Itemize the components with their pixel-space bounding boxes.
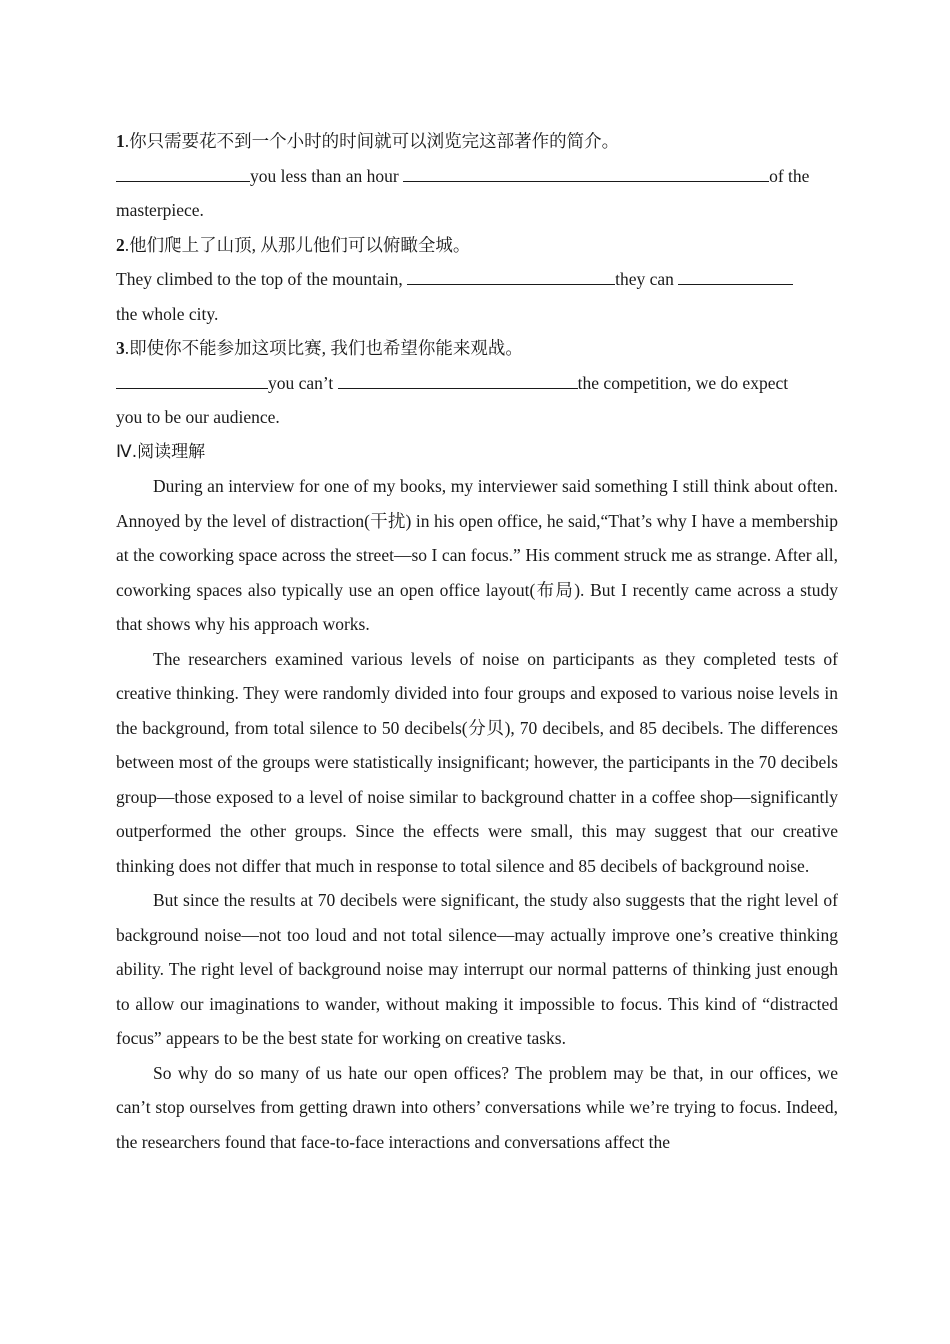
exercise-3-prompt <box>116 331 838 366</box>
exercise-chinese-sentence: .即使你不能参加这项比赛, 我们也希望你能来观战。 <box>124 338 523 358</box>
answer-blank[interactable] <box>403 161 769 182</box>
reading-paragraph: During an interview for one of my books, my interviewer said something I still think about often. Annoyed by the level of distraction(干扰) in his open office, he said,“That’s why I have a membership at the coworking space across the street—so I can focus.” His comment struck me as strange. After all, coworking spaces also typically use an open office layout(布局). But I recently came across a study that shows why his approach works. <box>116 476 838 634</box>
answer-blank[interactable] <box>338 368 578 389</box>
exercise-3-answer-line-2: you to be our audience. <box>116 407 280 427</box>
exercise-english-text: you less than an hour <box>250 165 404 186</box>
exercise-2-prompt <box>116 228 838 263</box>
exercise-2-answer-line-2: the whole city. <box>116 303 219 324</box>
exercise-english-text: you can’t <box>268 372 338 393</box>
exercise-english-text: the competition, we do expect <box>577 372 789 393</box>
exercise-number: 1 <box>116 131 125 151</box>
exercise-chinese-sentence: .你只需要花不到一个小时的时间就可以浏览完这部著作的简介。 <box>124 131 620 151</box>
exercise-chinese-sentence: .他们爬上了山顶, 从那儿他们可以俯瞰全城。 <box>124 234 471 255</box>
exercise-1-prompt <box>116 124 838 159</box>
answer-blank[interactable] <box>678 264 793 285</box>
exercise-1-answer-line-2: masterpiece. <box>116 200 204 220</box>
document-content <box>116 124 838 1159</box>
answer-blank[interactable] <box>407 264 615 285</box>
exercise-2-answer-line <box>116 262 838 297</box>
answer-blank[interactable] <box>116 368 268 389</box>
exercise-english-text: of the <box>769 165 810 186</box>
reading-paragraph: But since the results at 70 decibels were significant, the study also suggests that the right level of background noise—not too loud and not total silence—may actually improve one’s creative thinking ability. The right level of background noise may interrupt our normal patterns of thinking just enough to allow our imaginations to wander, without making it impossible to focus. This kind of “distracted focus” appears to be the best state for working on creative tasks. <box>116 890 838 1048</box>
exercise-english-text: they can <box>615 269 679 289</box>
exercise-number: 3 <box>116 338 125 358</box>
exercise-number: 2 <box>116 234 125 255</box>
answer-blank[interactable] <box>116 161 250 182</box>
exercise-english-text: They climbed to the top of the mountain, <box>116 269 408 289</box>
reading-paragraph: The researchers examined various levels of noise on participants as they completed tests of creative thinking. They were randomly divided into four groups and exposed to various noise levels in the background, from total silence to 50 decibels(分贝), 70 decibels, and 85 decibels. The differences between most of the groups were statistically insignificant; however, the participants in the 70 decibels group—those exposed to a level of noise similar to background chatter in a coffee shop—significantly outperformed the other groups. Since the effects were small, this may suggest that our creative thinking does not differ that much in response to total silence and 85 decibels of background noise. <box>116 648 838 876</box>
exercise-3-answer-line <box>116 366 838 401</box>
section-title: Ⅳ.阅读理解 <box>116 441 206 462</box>
reading-paragraph: So why do so many of us hate our open offices? The problem may be that, in our offices, we can’t stop ourselves from getting drawn into others’ conversations while we’re trying to focus. Indeed, the researchers found that face-to-face interactions and conversations affect the <box>116 1062 838 1152</box>
exercise-1-answer-line <box>116 159 838 194</box>
